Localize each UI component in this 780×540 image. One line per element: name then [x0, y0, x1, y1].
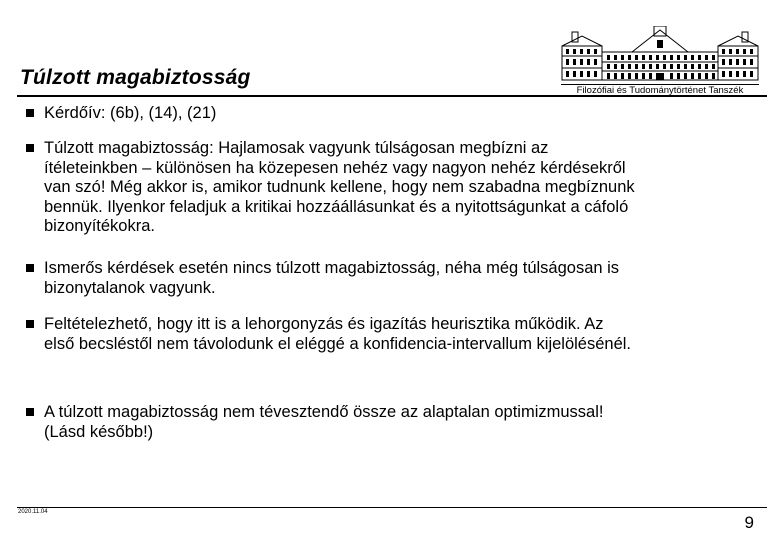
- bullet-text: Kérdőív: (6b), (14), (21): [44, 104, 217, 122]
- bullet-text: Túlzott magabiztosság: Hajlamosak vagyunk túlságosan megbízni az ítéleteinkben – különösen ha közepesen nehéz vagy nagyon nehéz kérdésekről van szó! Még akkor is, amikor tudnunk kellene, hogy nem szabadna megbíznunk bennük. Ilyenkor feladjuk a kritikai hozzáállásunkat és a nyitottságunkat a cáfoló bizonyítékokra.: [44, 139, 635, 235]
- department-logo: [557, 26, 763, 96]
- footer-date: 2020.11.04: [18, 509, 48, 515]
- bullet-marker: [26, 320, 34, 328]
- bullet-marker: [26, 408, 34, 416]
- page-number: 9: [744, 513, 754, 532]
- bullet-marker: [26, 144, 34, 152]
- slide-title: Túlzott magabiztosság: [20, 66, 251, 89]
- bullet-text: A túlzott magabiztosság nem tévesztendő össze az alaptalan optimizmussal! (Lásd később!): [44, 403, 604, 441]
- logo-caption: Filozófiai és Tudománytörténet Tanszék: [561, 84, 759, 97]
- university-building-icon: [557, 26, 763, 84]
- bullet-marker: [26, 109, 34, 117]
- bullet-marker: [26, 264, 34, 272]
- footer-divider: [17, 507, 767, 508]
- bullet-text: Ismerős kérdések esetén nincs túlzott magabiztosság, néha még túlságosan is bizonytalanok vagyunk.: [44, 259, 620, 297]
- bullet-text: Feltételezhető, hogy itt is a lehorgonyzás és igazítás heurisztika működik. Az első becsléstől nem távolodunk el eléggé a konfidencia-intervallum kijelölésénél.: [44, 315, 632, 353]
